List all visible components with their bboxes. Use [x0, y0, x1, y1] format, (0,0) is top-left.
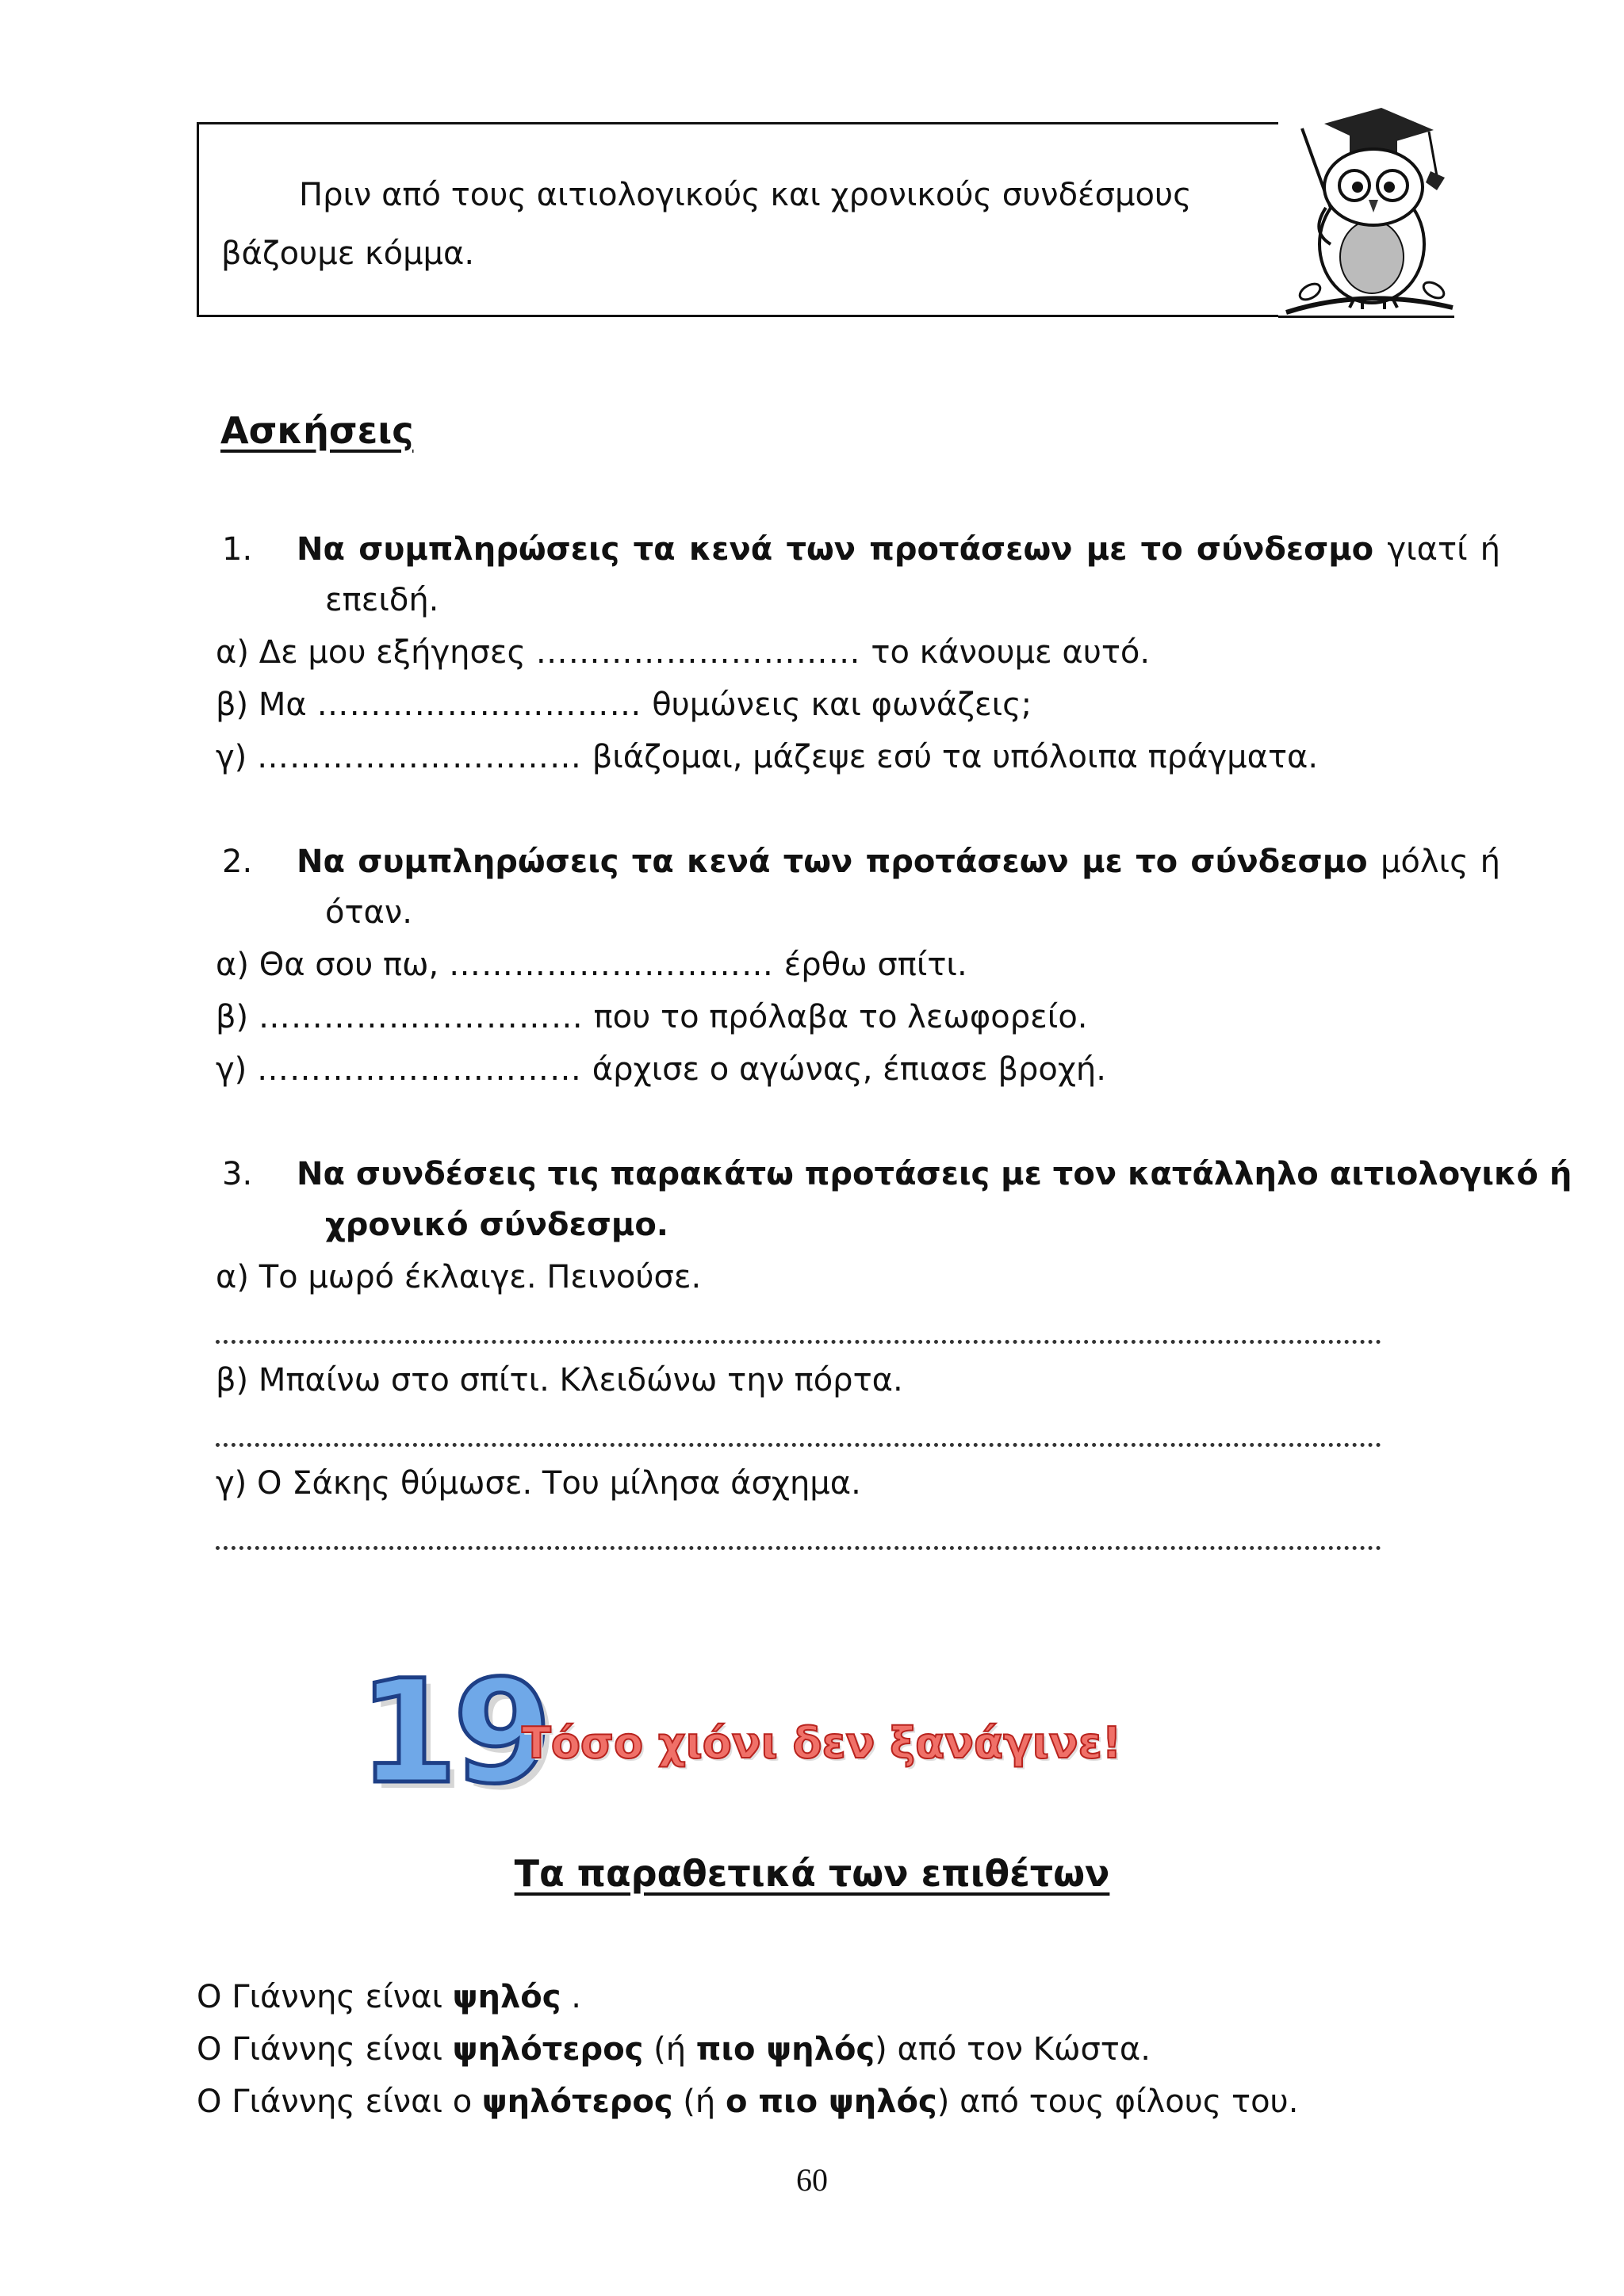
exercises-heading: Ασκήσεις: [220, 409, 414, 452]
exercise-2-item-a: α) Θα σου πω, ………………………… έρθω σπίτι.: [216, 947, 967, 983]
exercise-3-item-a: α) Το μωρό έκλαιγε. Πεινούσε.: [216, 1259, 702, 1295]
blank-field[interactable]: …………………………: [257, 1051, 582, 1088]
exercise-3-instruction: Να συνδέσεις τις παρακάτω προτάσεις με τον κατάλληλο αιτιολογικό ή: [297, 1156, 1572, 1192]
exercise-1-instruction: [297, 531, 1500, 568]
blank-field[interactable]: …………………………: [535, 634, 861, 671]
exercise-3-item-b: β) Μπαίνω στο σπίτι. Κλειδώνω την πόρτα.: [216, 1362, 903, 1399]
example-sentence-1: Ο Γιάννης είναι ψηλός .: [197, 1979, 581, 2015]
exercise-2-item-b: β) ………………………… που το πρόλαβα το λεωφορείο.: [216, 999, 1088, 1035]
exercise-2-number: 2.: [222, 844, 253, 880]
exercise-1-item-b: β) Μα ………………………… θυμώνεις και φωνάζεις;: [216, 687, 1032, 723]
exercise-1-instruction-options: γιατί ή: [1387, 531, 1500, 568]
rule-text-line-1: Πριν από τους αιτιολογικούς και χρονικούς συνδέσμους: [299, 177, 1192, 213]
rule-text-line-2: βάζουμε κόμμα.: [221, 235, 475, 272]
exercise-1-number: 1.: [222, 531, 253, 568]
exercise-1-instruction-cont: επειδή.: [325, 582, 439, 618]
exercise-2-instruction: [297, 844, 1500, 880]
blank-field[interactable]: …………………………: [316, 687, 642, 723]
exercise-3-number: 3.: [222, 1156, 253, 1192]
answer-line-c[interactable]: [216, 1546, 1381, 1550]
exercise-1-item-c: γ) ………………………… βιάζομαι, μάζεψε εσύ τα υπόλοιπα πράγματα.: [216, 739, 1319, 775]
blank-field[interactable]: …………………………: [448, 947, 774, 983]
exercise-1-item-a: α) Δε μου εξήγησες ………………………… το κάνουμε αυτό.: [216, 634, 1151, 671]
exercise-3-item-c: γ) Ο Σάκης θύμωσε. Του μίλησα άσχημα.: [216, 1465, 861, 1502]
exercise-2-instruction-options: μόλις ή: [1380, 844, 1500, 880]
rule-box: [197, 122, 1278, 317]
chapter-number: 19: [358, 1650, 548, 1816]
blank-field[interactable]: …………………………: [258, 999, 584, 1035]
owl-teacher-icon: [1278, 89, 1454, 323]
exercise-2-instruction-bold: Να συμπληρώσεις τα κενά των προτάσεων με το σύνδεσμο: [297, 844, 1368, 880]
example-sentence-2: Ο Γιάννης είναι ψηλότερος (ή πιο ψηλός) από τον Κώστα.: [197, 2031, 1151, 2068]
chapter-title: Τόσο χιόνι δεν ξανάγινε!: [522, 1718, 1122, 1768]
exercise-2-item-c: γ) ………………………… άρχισε ο αγώνας, έπιασε βροχή.: [216, 1051, 1106, 1088]
exercise-3-instruction-cont: χρονικό σύνδεσμο.: [325, 1207, 668, 1243]
exercise-1-instruction-bold: Να συμπληρώσεις τα κενά των προτάσεων με το σύνδεσμο: [297, 531, 1374, 568]
answer-line-b[interactable]: [216, 1443, 1381, 1447]
answer-line-a[interactable]: [216, 1340, 1381, 1344]
exercise-2-instruction-cont: όταν.: [325, 894, 412, 931]
section-title: Τα παραθετικά των επιθέτων: [514, 1852, 1110, 1895]
blank-field[interactable]: …………………………: [257, 739, 582, 775]
example-sentence-3: Ο Γιάννης είναι ο ψηλότερος (ή ο πιο ψηλός) από τους φίλους του.: [197, 2084, 1299, 2120]
page-number: 60: [796, 2162, 828, 2198]
